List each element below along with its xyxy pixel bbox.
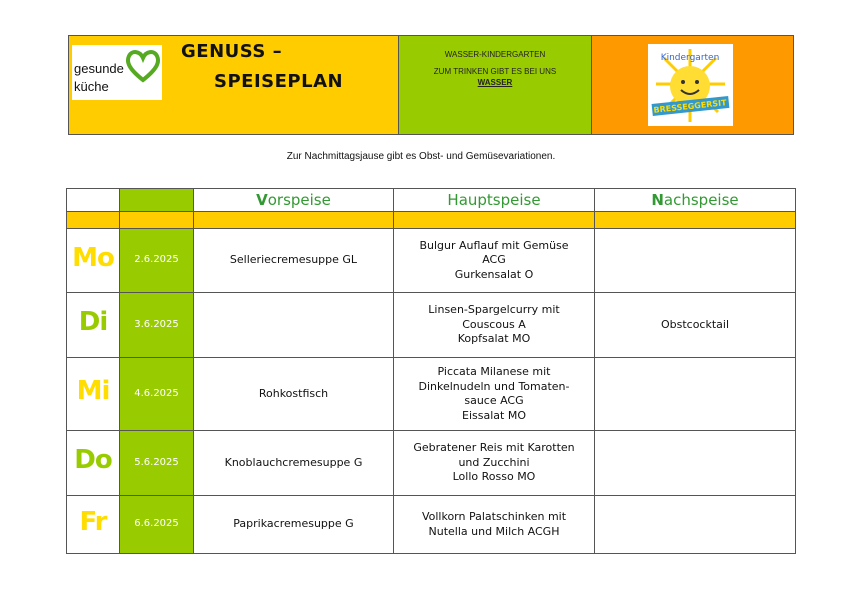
date-cell: 6.6.2025 — [120, 496, 194, 554]
table-row — [67, 293, 796, 358]
day-label: Mo — [72, 242, 114, 273]
page-title-line2: SPEISEPLAN — [214, 71, 344, 92]
logo-band-text: BRESSEGGERSIT — [653, 98, 727, 115]
day-cell — [67, 293, 120, 358]
column-nachspeise: Nachspeise — [595, 189, 796, 212]
hauptspeise-cell: Bulgur Auflauf mit Gemüse ACG Gurkensalat O — [394, 229, 595, 293]
date-cell: 3.6.2025 — [120, 293, 194, 358]
header-date-cell — [120, 189, 194, 212]
header-title-panel — [69, 36, 399, 134]
weekly-menu-table — [66, 188, 796, 554]
page-title-line1: GENUSS – — [181, 41, 283, 62]
nachspeise-cell — [595, 431, 796, 496]
afternoon-snack-note: Zur Nachmittagsjause gibt es Obst- und Gemüsevariationen. — [286, 151, 556, 162]
day-cell — [67, 431, 120, 496]
vorspeise-cell: Paprikacremesuppe G — [194, 496, 394, 554]
table-row — [67, 496, 796, 554]
logo-text-line2: küche — [74, 79, 109, 94]
nachspeise-cell — [595, 229, 796, 293]
day-label: Di — [78, 307, 108, 338]
table-row — [67, 229, 796, 293]
column-hauptspeise: Hauptspeise — [394, 189, 595, 212]
vorspeise-cell: Rohkostfisch — [194, 358, 394, 431]
header-day-cell — [67, 189, 120, 212]
hauptspeise-cell: Gebratener Reis mit Karotten und Zucchini Lollo Rosso MO — [394, 431, 595, 496]
table-row — [67, 358, 796, 431]
sun-logo-icon — [648, 44, 733, 126]
table-header-row — [67, 189, 796, 212]
menu-header — [68, 35, 794, 135]
day-label: Do — [74, 445, 112, 476]
nachspeise-cell: Obstcocktail — [595, 293, 796, 358]
column-vorspeise: Vorspeise — [194, 189, 394, 212]
hauptspeise-cell: Vollkorn Palatschinken mit Nutella und Milch ACGH — [394, 496, 595, 554]
day-label: Fr — [79, 506, 107, 537]
date-cell: 5.6.2025 — [120, 431, 194, 496]
kindergarten-logo — [648, 44, 733, 126]
nachspeise-cell — [595, 496, 796, 554]
day-cell — [67, 229, 120, 293]
day-cell — [67, 358, 120, 431]
kindergarten-logo-panel — [592, 36, 793, 134]
date-cell: 4.6.2025 — [120, 358, 194, 431]
water-emphasis-text: WASSER — [477, 78, 513, 87]
logo-arc-text: Kindergarten — [660, 53, 720, 63]
yellow-band-row — [67, 212, 796, 229]
vorspeise-cell — [194, 293, 394, 358]
gesunde-kueche-logo — [72, 45, 162, 100]
hauptspeise-cell: Linsen-Spargelcurry mit Couscous A Kopfsalat MO — [394, 293, 595, 358]
date-cell: 2.6.2025 — [120, 229, 194, 293]
water-drink-text: ZUM TRINKEN GIBT ES BEI UNS — [433, 67, 557, 76]
table-row — [67, 431, 796, 496]
heart-icon — [125, 49, 161, 83]
logo-text-line1: gesunde — [74, 61, 124, 76]
water-kindergarten-text: WASSER-KINDERGARTEN — [444, 50, 546, 59]
vorspeise-cell: Knoblauchcremesuppe G — [194, 431, 394, 496]
day-label: Mi — [76, 376, 110, 407]
nachspeise-cell — [595, 358, 796, 431]
day-cell — [67, 496, 120, 554]
water-info-panel — [399, 36, 592, 134]
hauptspeise-cell: Piccata Milanese mit Dinkelnudeln und Tomaten- sauce ACG Eissalat MO — [394, 358, 595, 431]
vorspeise-cell: Selleriecremesuppe GL — [194, 229, 394, 293]
